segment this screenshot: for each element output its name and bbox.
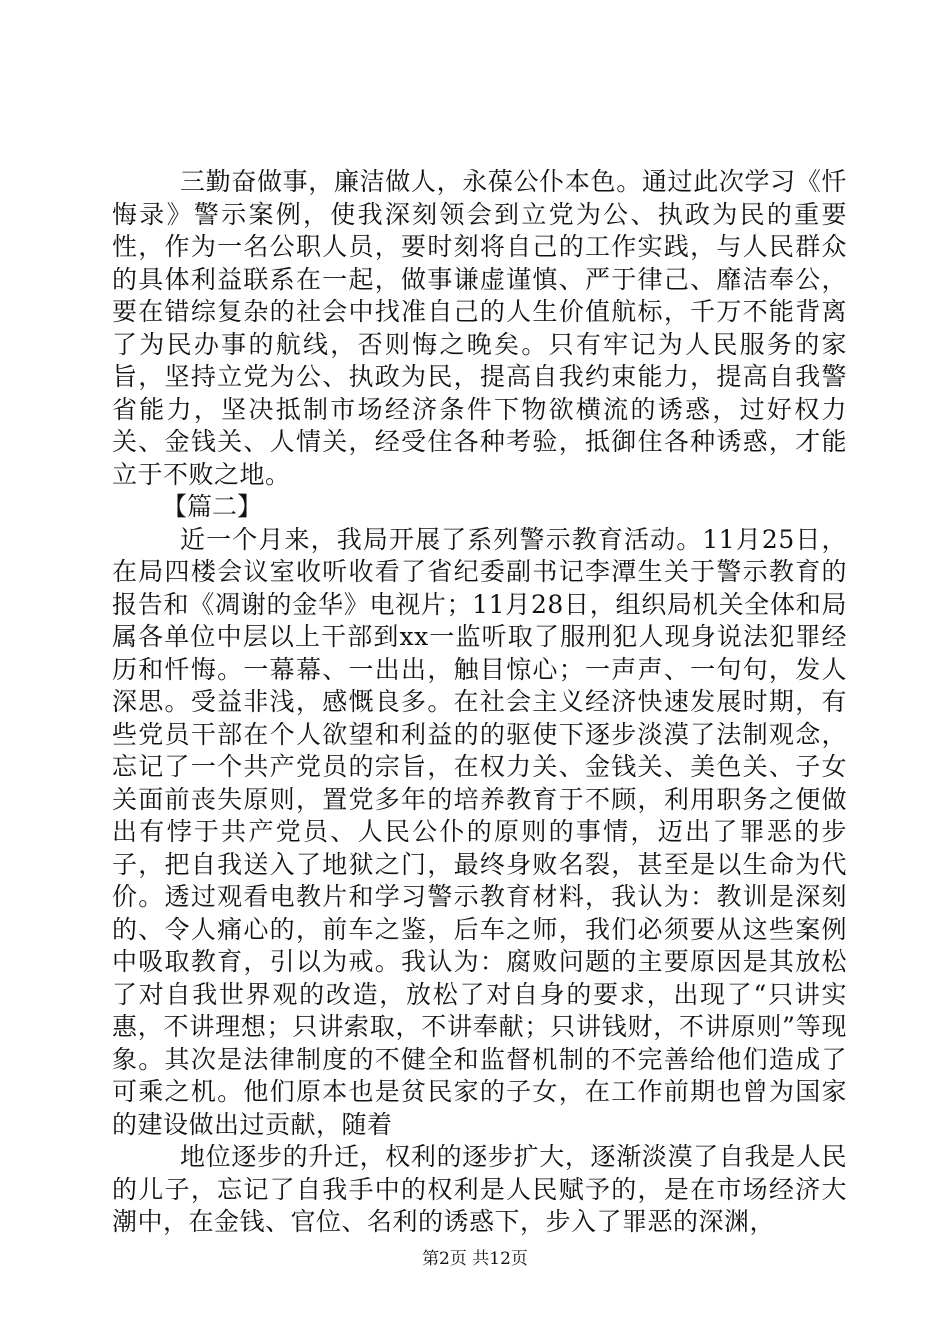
document-body [112, 166, 847, 1239]
paragraph-1: 三勤奋做事，廉洁做人，永葆公仆本色。通过此次学习《忏悔录》警示案例，使我深刻领会到立党为公、执政为民的重要性，作为一名公职人员，要时刻将自己的工作实践，与人民群众的具体利益联系在一起，做事谦虚谨慎、严于律己、靡洁奉公，要在错综复杂的社会中找准自己的人生价值航标，千万不能背离了为民办事的航线，否则悔之晚矣。只有牢记为人民服务的家旨，坚持立党为公、执政为民，提高自我约束能力，提高自我警省能力，坚决抵制市场经济条件下物欲横流的诱惑，过好权力关、金钱关、人情关，经受住各种考验，抵御住各种诱惑，才能立于不败之地。 [112, 167, 847, 489]
page-number-footer: 第2页 共12页 [422, 1249, 528, 1269]
section-heading: 【篇二】 [162, 492, 263, 521]
paragraph-3: 地位逐步的升迁，权利的逐步扩大，逐渐淡漠了自我是人民的儿子，忘记了自我手中的权利是人民赋予的，是在市场经济大潮中，在金钱、官位、名利的诱惑下，步入了罪恶的深渊， [112, 1142, 847, 1236]
paragraph-2: 近一个月来，我局开展了系列警示教育活动。11月25日，在局四楼会议室收听收看了省纪委副书记李潭生关于警示教育的报告和《凋谢的金华》电视片；11月28日，组织局机关全体和局属各单位中层以上干部到xx一监听取了服刑犯人现身说法犯罪经历和忏悔。一幕幕、一出出，触目惊心；一声声、一句句，发人深思。受益非浅，感慨良多。在社会主义经济快速发展时期，有些党员干部在个人欲望和利益的的驱使下逐步淡漠了法制观念，忘记了一个共产党员的宗旨，在权力关、金钱关、美色关、子女关面前丧失原则，置党多年的培养教育于不顾，利用职务之便做出有悖于共产党员、人民公仆的原则的事情，迈出了罪恶的步子，把自我送入了地狱之门，最终身败名裂，甚至是以生命为代价。透过观看电教片和学习警示教育材料，我认为：教训是深刻的、令人痛心的，前车之鉴，后车之师，我们必须要从这些案例中吸取教育，引以为戒。我认为：腐败问题的主要原因是其放松了对自我世界观的改造，放松了对自身的要求，出现了“只讲实惠，不讲理想；只讲索取，不讲奉献；只讲钱财，不讲原则”等现象。其次是法律制度的不健全和监督机制的不完善给他们造成了可乘之机。他们原本也是贫民家的子女，在工作前期也曾为国家的建设做出过贡献，随着 [112, 524, 847, 1139]
